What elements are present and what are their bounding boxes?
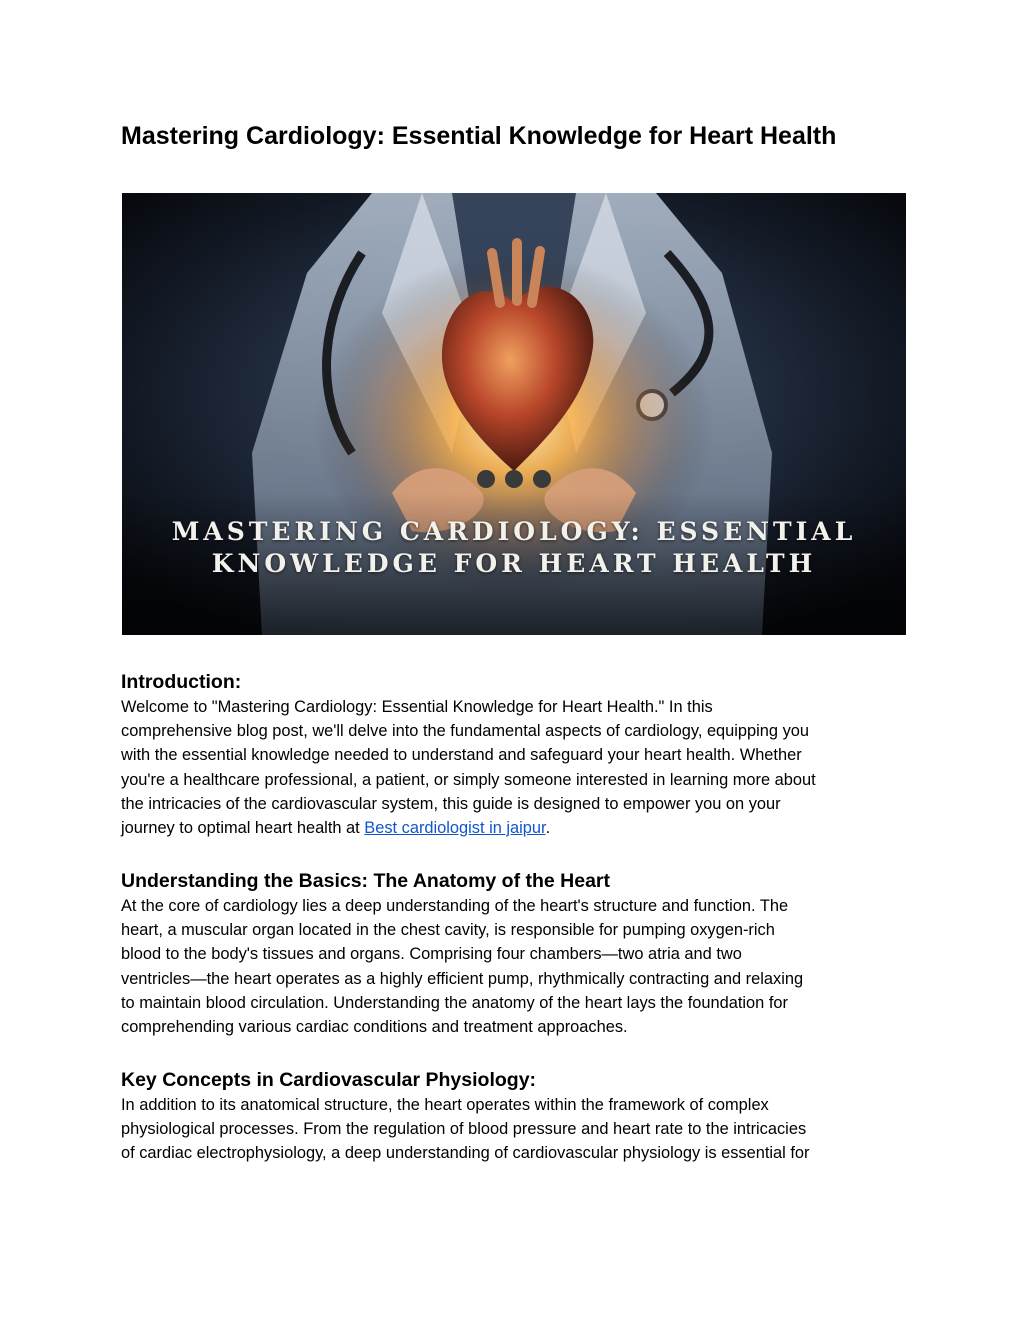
hero-caption-line1: MASTERING CARDIOLOGY: ESSENTIAL	[171, 517, 857, 546]
paragraph-line: to maintain blood circulation. Understanding the anatomy of the heart lays the foundation for	[121, 993, 788, 1012]
paragraph-line: blood to the body's tissues and organs. Comprising four chambers—two atria and two	[121, 945, 742, 964]
cardiologist-link[interactable]: Best cardiologist in jaipur	[364, 819, 546, 838]
paragraph-line: comprehensive blog post, we'll delve into the fundamental aspects of cardiology, equipping you	[121, 722, 810, 741]
hero-caption-line2: KNOWLEDGE FOR HEART HEALTH	[211, 549, 817, 578]
paragraph-line: ventricles—the heart operates as a highly efficient pump, rhythmically contracting and relaxing	[121, 969, 804, 988]
paragraph-line: Welcome to "Mastering Cardiology: Essential Knowledge for Heart Health." In this	[121, 698, 713, 716]
paragraph-line: heart, a muscular organ located in the chest cavity, is responsible for pumping oxygen-rich	[121, 921, 775, 940]
section-physiology	[121, 1067, 907, 1166]
section-heading: Introduction:	[121, 671, 242, 693]
paragraph-line: comprehending various cardiac conditions and treatment approaches.	[121, 1018, 628, 1037]
link-prefix-text: journey to optimal heart health at	[121, 819, 365, 838]
section-heading: Key Concepts in Cardiovascular Physiology:	[121, 1069, 537, 1091]
link-suffix-text: .	[545, 819, 551, 838]
section-heading: Understanding the Basics: The Anatomy of the Heart	[121, 870, 611, 892]
paragraph-line: of cardiac electrophysiology, a deep understanding of cardiovascular physiology is essential for	[121, 1144, 810, 1163]
paragraph-line-with-link	[121, 816, 907, 840]
paragraph-line: with the essential knowledge needed to understand and safeguard your heart health. Whether	[121, 746, 802, 765]
paragraph-line: In addition to its anatomical structure, the heart operates within the framework of complex	[121, 1096, 769, 1114]
section-introduction	[121, 669, 907, 840]
section-anatomy	[121, 868, 907, 1039]
paragraph-line: At the core of cardiology lies a deep understanding of the heart's structure and function. The	[121, 897, 789, 915]
paragraph-line: you're a healthcare professional, a patient, or simply someone interested in learning more about	[121, 770, 816, 789]
paragraph-line: the intricacies of the cardiovascular system, this guide is designed to empower you on your	[121, 794, 781, 813]
document-title: Mastering Cardiology: Essential Knowledge for Heart Health	[121, 122, 837, 150]
hero-image	[122, 193, 906, 635]
paragraph-line: physiological processes. From the regulation of blood pressure and heart rate to the intricacies	[121, 1120, 807, 1139]
